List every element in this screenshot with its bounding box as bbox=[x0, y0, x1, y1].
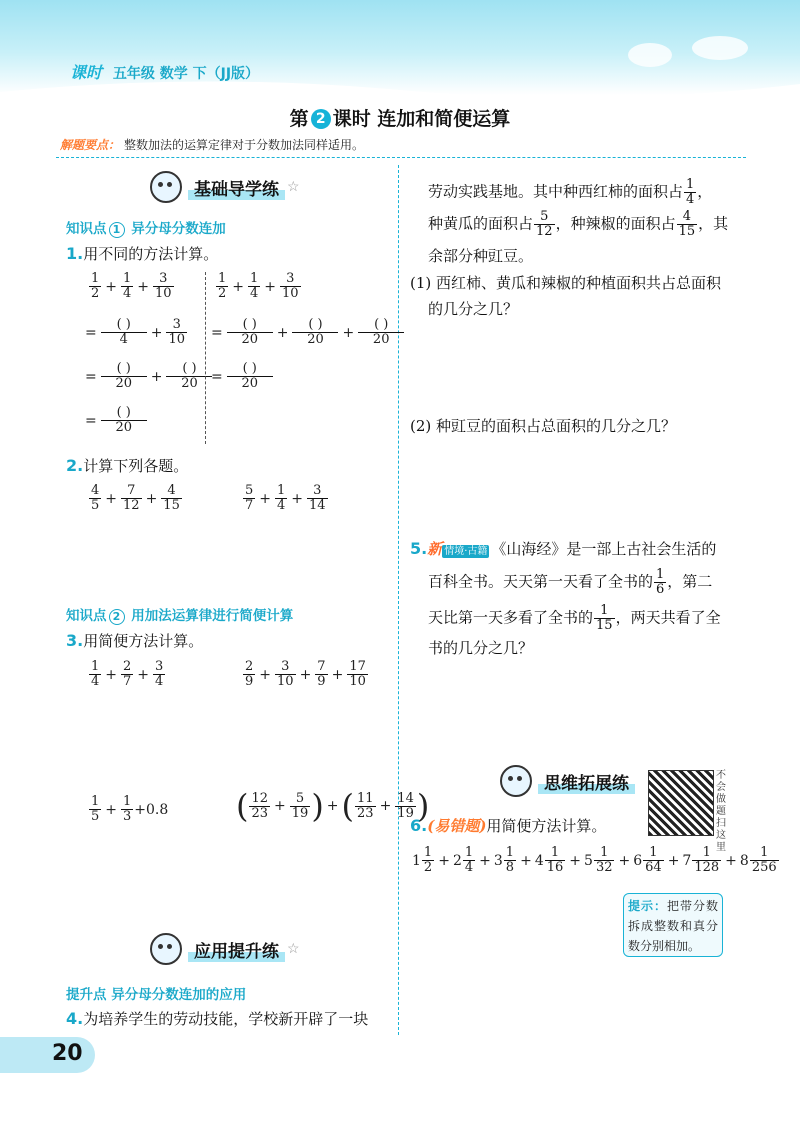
kp1-label: 知识点 bbox=[66, 221, 107, 237]
q1-left-line3: = $\frac{( )}{20}$ + $\frac{( )}{20}$ bbox=[82, 362, 213, 391]
q4-line3: 种黄瓜的面积占 $\frac{5}{12}$ ，种辣椒的面积占 $\frac{4}{15}$ ，其 bbox=[428, 209, 729, 239]
star-icon: ☆ bbox=[287, 179, 300, 195]
section-apply-title: 应用提升练 bbox=[188, 937, 285, 962]
lesson-number: 2 bbox=[311, 109, 331, 129]
answer-blank[interactable]: $\frac{( )}{20}$ bbox=[227, 362, 273, 391]
q2-text: 计算下列各题。 bbox=[83, 457, 189, 475]
q1-text: 用不同的方法计算。 bbox=[83, 245, 219, 263]
fraction: $\frac{1}{2}$ bbox=[218, 271, 227, 301]
q4-num: 4. bbox=[66, 1009, 84, 1028]
answer-blank[interactable]: $\frac{( )}{20}$ bbox=[166, 362, 212, 391]
fraction: $\frac{3}{10}$ bbox=[168, 317, 186, 347]
q6-line1: 6.(易错题)用简便方法计算。 bbox=[410, 816, 607, 835]
q3-expr-a: $\frac{1}{4}$ + $\frac{2}{7}$ + $\frac{3}{4}$ bbox=[91, 659, 164, 689]
mascot-icon bbox=[500, 765, 532, 797]
mascot-icon bbox=[150, 933, 182, 965]
q1-right-line1: $\frac{1}{2}$ + $\frac{1}{4}$ + $\frac{3}{10}$ bbox=[218, 271, 299, 301]
q4-line2: 劳动实践基地。其中种西红柿的面积占 $\frac{1}{4}$ ， bbox=[428, 177, 713, 207]
section-basic bbox=[150, 172, 300, 202]
qr-code-icon[interactable] bbox=[648, 770, 714, 836]
tips bbox=[60, 136, 364, 153]
q5-line4: 书的几分之几？ bbox=[428, 639, 534, 657]
question-3 bbox=[66, 630, 203, 651]
error-prone-tag: (易错题) bbox=[427, 817, 487, 835]
q3-text: 用简便方法计算。 bbox=[83, 632, 204, 650]
q2-num: 2. bbox=[66, 456, 84, 475]
question-2 bbox=[66, 455, 188, 476]
answer-blank[interactable]: $\frac{( )}{4}$ bbox=[101, 318, 147, 347]
fraction: $\frac{1}{4}$ bbox=[250, 271, 259, 301]
q4-line1 bbox=[66, 1008, 368, 1030]
q1-num: 1. bbox=[66, 244, 84, 263]
knowledge-point-1 bbox=[66, 217, 226, 238]
section-think-title: 思维拓展练 bbox=[538, 769, 635, 794]
q2-expr-b: $\frac{5}{7}$ + $\frac{1}{4}$ + $\frac{3}{14}$ bbox=[245, 483, 326, 513]
fraction: $\frac{3}{10}$ bbox=[155, 271, 172, 301]
brand-subtitle: 五年级 数学 下（JJ版） bbox=[112, 66, 260, 82]
q2-expr-a: $\frac{4}{5}$ + $\frac{7}{12}$ + $\frac{4}{15}$ bbox=[91, 483, 180, 513]
cloud-decoration-icon bbox=[610, 30, 770, 80]
tips-text: 整数加法的运算定律对于分数加法同样适用。 bbox=[124, 138, 365, 152]
kp2-num: 2 bbox=[109, 609, 125, 625]
q5-line1: 5.新 情境·古籍 《山海经》是一部上古社会生活的 bbox=[410, 539, 717, 558]
mascot-icon bbox=[150, 171, 182, 203]
new-badge: 新 bbox=[427, 540, 443, 558]
kp1-num: 1 bbox=[109, 222, 125, 238]
q3-expr-c: $\frac{1}{5}$ + $\frac{1}{3}$ +0.8 bbox=[91, 794, 169, 824]
page-number-tab bbox=[0, 1037, 95, 1073]
qr-label: 不会做题扫这里 bbox=[716, 770, 726, 853]
q4-sub1-line2: 的几分之几？ bbox=[428, 300, 519, 318]
answer-blank[interactable]: $\frac{( )}{20}$ bbox=[358, 318, 404, 347]
q1-left-line4: = $\frac{( )}{20}$ bbox=[82, 406, 148, 435]
q6-expr: 1 $\frac{1}{2}$ + 2 $\frac{1}{4}$ + 3 $\frac{1}{8}$ + 4 $\frac{1}{16}$ + 5 $\frac{1}{32}$ + 6 $\frac{1}{64}$ + 7 $\frac{1}{128}$ + 8 $\frac{1}{256}$ bbox=[412, 845, 777, 875]
lesson-title-text: 课时 连加和简便运算 bbox=[332, 108, 511, 130]
page-title bbox=[0, 104, 800, 131]
q6-num: 6. bbox=[410, 816, 428, 835]
q1-left-line2: = $\frac{( )}{4}$ + $\frac{3}{10}$ bbox=[85, 317, 186, 347]
q5-line3: 天比第一天多看了全书的 $\frac{1}{15}$ ，两天共看了全 bbox=[428, 603, 721, 633]
fraction: $\frac{3}{10}$ bbox=[282, 271, 299, 301]
section-apply bbox=[150, 934, 300, 964]
knowledge-point-2 bbox=[66, 604, 293, 625]
context-tag: 情境·古籍 bbox=[444, 546, 488, 557]
q3-num: 3. bbox=[66, 631, 84, 650]
q1-right-line2: = $\frac{( )}{20}$ + $\frac{( )}{20}$ + $\frac{( )}{20}$ bbox=[208, 318, 405, 347]
star-icon: ☆ bbox=[287, 941, 300, 957]
q4-line4: 余部分种豇豆。 bbox=[428, 247, 534, 265]
q4-sub2: (2) 种豇豆的面积占总面积的几分之几？ bbox=[410, 417, 677, 435]
kp2-title: 用加法运算律进行简便计算 bbox=[131, 608, 294, 624]
answer-blank[interactable]: $\frac{( )}{20}$ bbox=[101, 362, 147, 391]
page-number: 20 bbox=[52, 1041, 83, 1066]
hint-box bbox=[623, 893, 723, 957]
q1-inner-divider bbox=[205, 272, 206, 444]
tips-label: 解题要点： bbox=[60, 138, 121, 152]
q5-line2: 百科全书。天天第一天看了全书的 $\frac{1}{6}$ ，第二 bbox=[428, 567, 713, 597]
q3-expr-d: ( $\frac{12}{23}$ + $\frac{5}{19}$ ) + ( $\frac{11}{23}$ + $\frac{14}{19}$ ) bbox=[236, 787, 430, 825]
hint-label: 提示： bbox=[628, 899, 667, 913]
answer-blank[interactable]: $\frac{( )}{20}$ bbox=[101, 406, 147, 435]
hint-text: 把带分数拆成整数和真分数分别相加。 bbox=[628, 899, 718, 953]
q5-num: 5. bbox=[410, 539, 428, 558]
question-1 bbox=[66, 243, 218, 264]
brand-logo: 课时 bbox=[70, 63, 103, 82]
kp3-title: 异分母分数连加的应用 bbox=[111, 987, 247, 1003]
answer-blank[interactable]: $\frac{( )}{20}$ bbox=[292, 318, 338, 347]
q4-text1: 为培养学生的劳动技能，学校新开辟了一块 bbox=[83, 1010, 369, 1028]
section-think bbox=[500, 766, 635, 796]
fraction: $\frac{1}{2}$ bbox=[91, 271, 100, 301]
column-divider bbox=[398, 165, 399, 1035]
q3-expr-b: $\frac{2}{9}$ + $\frac{3}{10}$ + $\frac{7}{9}$ + $\frac{17}{10}$ bbox=[245, 659, 366, 689]
kp3-label: 提升点 bbox=[66, 987, 107, 1003]
brand bbox=[70, 60, 259, 83]
header-divider bbox=[56, 157, 746, 158]
q4-sub1-line1: (1) 西红柿、黄瓜和辣椒的种植面积共占总面积 bbox=[410, 274, 722, 292]
fraction: $\frac{1}{4}$ bbox=[123, 271, 132, 301]
kp2-label: 知识点 bbox=[66, 608, 107, 624]
lesson-prefix: 第 bbox=[289, 108, 309, 130]
section-basic-title: 基础导学练 bbox=[188, 175, 285, 200]
kp1-title: 异分母分数连加 bbox=[131, 221, 226, 237]
q1-right-line3: = $\frac{( )}{20}$ bbox=[208, 362, 274, 391]
q1-left-line1: $\frac{1}{2}$ + $\frac{1}{4}$ + $\frac{3}{10}$ bbox=[91, 271, 172, 301]
improvement-point bbox=[66, 983, 246, 1003]
answer-blank[interactable]: $\frac{( )}{20}$ bbox=[227, 318, 273, 347]
